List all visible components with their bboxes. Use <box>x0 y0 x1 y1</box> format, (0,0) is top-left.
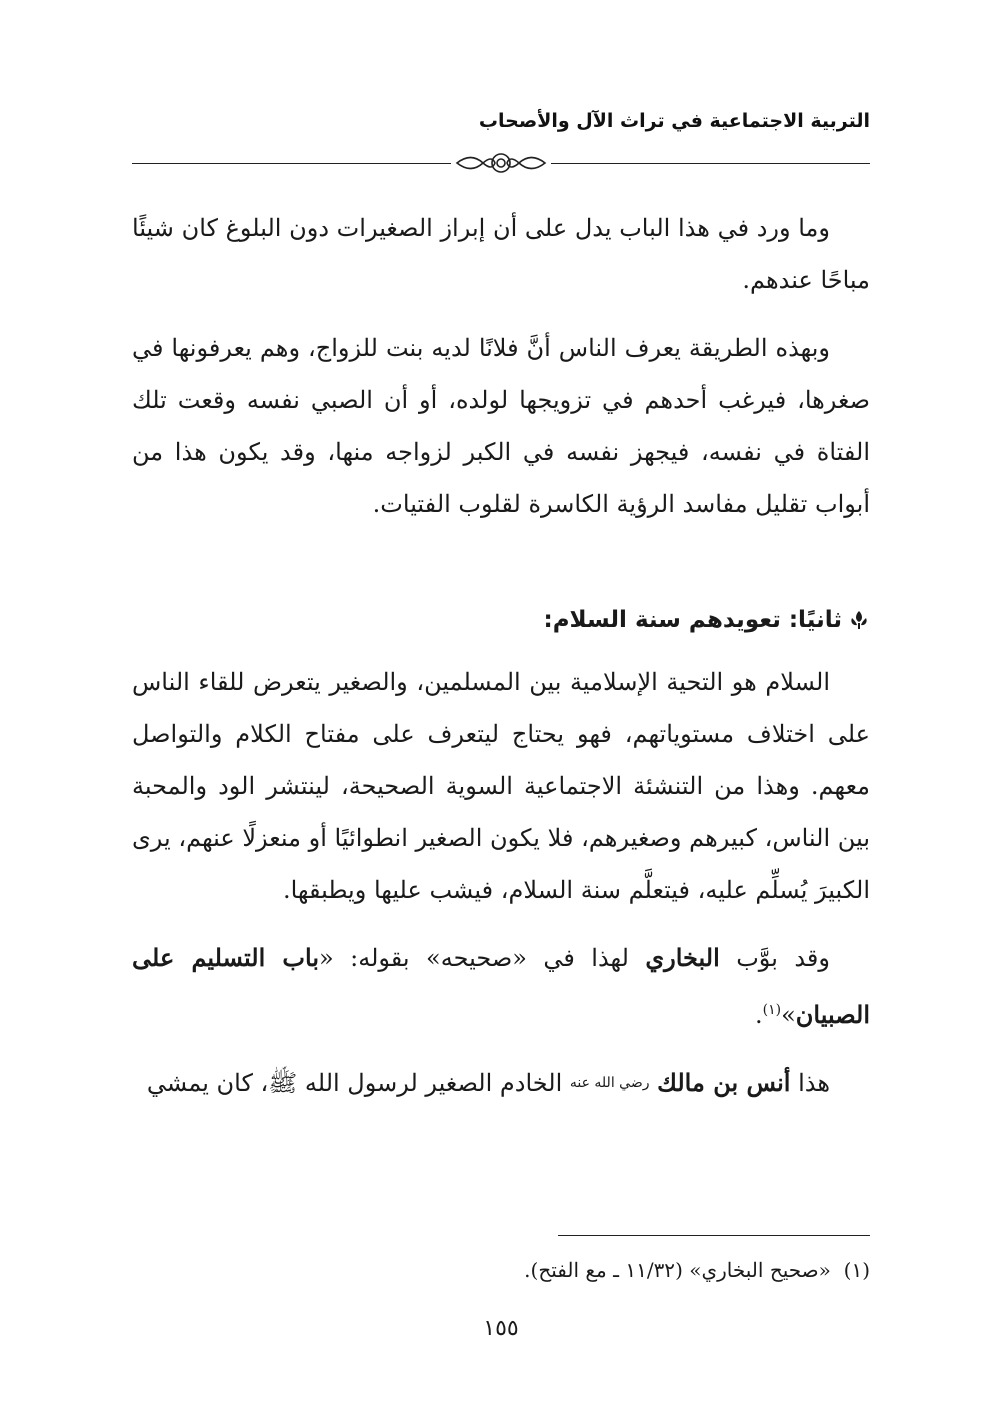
paragraph-3: السلام هو التحية الإسلامية بين المسلمين، والصغير يتعرض للقاء الناس على اختلاف مستوياتهم، فهو يحتاج ليتعرف على مفتاح الكلام والتواصل معهم. وهذا من التنشئة الاجتماعية السوية الصحيحة، لينتشر الود والمحبة بين الناس، كبيرهم وصغيرهم، فلا يكون الصغير انطوائيًا أو منعزلًا عنهم، يرى الكبيرَ يُسلِّم عليه، فيتعلَّم سنة السلام، فيشب عليها ويطبقها. <box>132 668 870 904</box>
p5-text-before: هذا <box>790 1069 830 1097</box>
author-name-bukhari: البخاري <box>645 943 720 972</box>
p5-text-middle: الخادم الصغير لرسول الله <box>297 1069 570 1097</box>
footnote-number: (١) <box>843 1258 870 1282</box>
section-heading-text: ثانيًا: تعويدهم سنة السلام: <box>543 607 842 633</box>
paragraph-4 <box>132 932 870 1041</box>
paragraph-5 <box>132 1057 870 1109</box>
paragraph-1: وما ورد في هذا الباب يدل على أن إبراز الصغيرات دون البلوغ كان شيئًا مباحًا عندهم. <box>132 214 870 294</box>
fleuron-icon <box>848 609 870 631</box>
ornament-divider-icon <box>451 148 551 178</box>
book-page <box>132 0 870 1418</box>
page-number: ١٥٥ <box>483 1316 519 1341</box>
footnote-text: «صحيح البخاري» (١١/٣٢ ـ مع الفتح). <box>524 1258 831 1282</box>
p5-text-after: ، كان يمشي <box>146 1069 269 1097</box>
body-text <box>132 202 870 1109</box>
p4-text-before: وقد بوَّب <box>719 944 830 972</box>
footnote-ref: (١) <box>762 1002 782 1018</box>
section-heading <box>132 600 870 640</box>
p4-end: . <box>754 1001 763 1029</box>
paragraph-2: وبهذه الطريقة يعرف الناس أنَّ فلانًا لديه بنت للزواج، وهم يعرفونها في صغرها، فيرغب أحدهم في تزويجها لولده، أو أن الصبي نفسه وقعت تلك الفتاة في نفسه، فيجهز نفسه في الكبر لزواجه منها، وقد يكون هذا من أبواب تقليل مفاسد الرؤية الكاسرة لقلوب الفتيات. <box>132 334 871 518</box>
honorific-salla: ﷺ <box>268 1069 298 1097</box>
chapter-title: باب التسليم على الصبيان <box>132 943 870 1029</box>
honorific-radiyallah: رضي الله عنه <box>569 1075 650 1091</box>
companion-name-anas: أنس بن مالك <box>657 1068 791 1097</box>
footnote-rule <box>558 1235 870 1236</box>
footnote-1 <box>524 1255 870 1285</box>
running-header: التربية الاجتماعية في تراث الآل والأصحاب <box>478 110 870 132</box>
p4-closing-quote: » <box>781 1001 796 1029</box>
p4-text-middle: لهذا في «صحيحه» بقوله: « <box>319 944 646 972</box>
